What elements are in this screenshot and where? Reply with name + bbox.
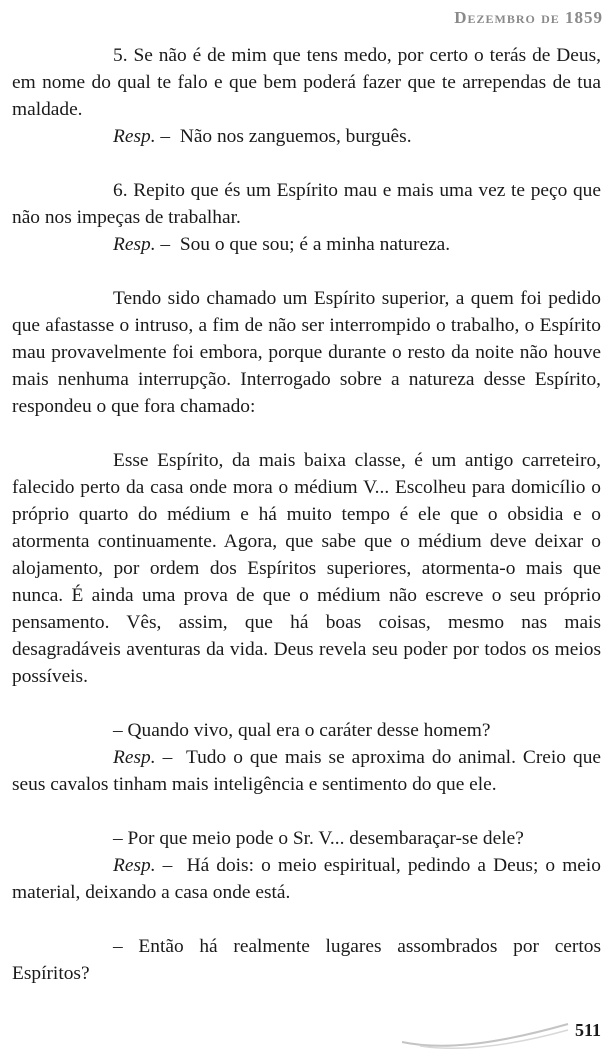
- answer-text: Não nos zanguemos, burguês.: [179, 126, 412, 147]
- question-5: 5. Se não é de mim que tens medo, por certo o terás de Deus, em nome do qual te falo e que bem poderá fazer que te arrependas de tua maldade.: [12, 45, 601, 120]
- question-7: – Quando vivo, qual era o caráter desse homem?: [113, 720, 491, 741]
- resp-dash: –: [160, 126, 171, 147]
- page-number: 511: [574, 1020, 601, 1040]
- running-header: Dezembro de 1859: [454, 8, 603, 27]
- answer-7: [12, 744, 601, 798]
- question-8: – Por que meio pode o Sr. V... desembaraçar-se dele?: [113, 828, 524, 849]
- page-body: [12, 42, 601, 987]
- resp-dash: –: [162, 747, 173, 768]
- answer-8: [12, 852, 601, 906]
- resp-dash: –: [160, 234, 171, 255]
- paragraph-narrative: Tendo sido chamado um Espírito superior, a quem foi pedido que afastasse o intruso, a fim de não ser interrompido o trabalho, o Espírito mau provavelmente foi embora, porque durante o resto da noite não houve mais nenhuma interrupção. Interrogado sobre a natureza desse Espírito, respondeu o que fora chamado:: [12, 288, 601, 417]
- question-9: – Então há realmente lugares assombrados por certos Espíritos?: [12, 936, 601, 984]
- decorative-swoosh-icon: [400, 1016, 570, 1052]
- answer-6: [12, 231, 601, 258]
- resp-dash: –: [162, 855, 173, 876]
- resp-label: Resp.: [113, 126, 156, 147]
- answer-text: Sou o que sou; é a minha natureza.: [179, 234, 451, 255]
- answer-text: Há dois: o meio espiritual, pedindo a Deus; o meio material, deixando a casa onde está.: [12, 855, 601, 903]
- question-6: 6. Repito que és um Espírito mau e mais uma vez te peço que não nos impeças de trabalhar.: [12, 180, 601, 228]
- resp-label: Resp.: [113, 747, 156, 768]
- answer-5: [12, 123, 601, 150]
- paragraph-spirit-answer: Esse Espírito, da mais baixa classe, é um antigo carreteiro, falecido perto da casa onde mora o médium V... Escolheu para domicílio o próprio quarto do médium e há muito tempo é ele que o obsidia e o atormenta continuamente. Agora, que sabe que o médium deve deixar o alojamento, por ordem dos Espíritos superiores, atormenta-o mais que nunca. É ainda uma prova de que o médium não escreve o seu próprio pensamento. Vês, assim, que há boas coisas, mesmo nas mais desagradáveis aventuras da vida. Deus revela seu poder por todos os meios possíveis.: [12, 450, 601, 687]
- resp-label: Resp.: [113, 855, 156, 876]
- answer-text: Tudo o que mais se aproxima do animal. Creio que seus cavalos tinham mais inteligência e sentimento do que ele.: [12, 747, 601, 795]
- resp-label: Resp.: [113, 234, 156, 255]
